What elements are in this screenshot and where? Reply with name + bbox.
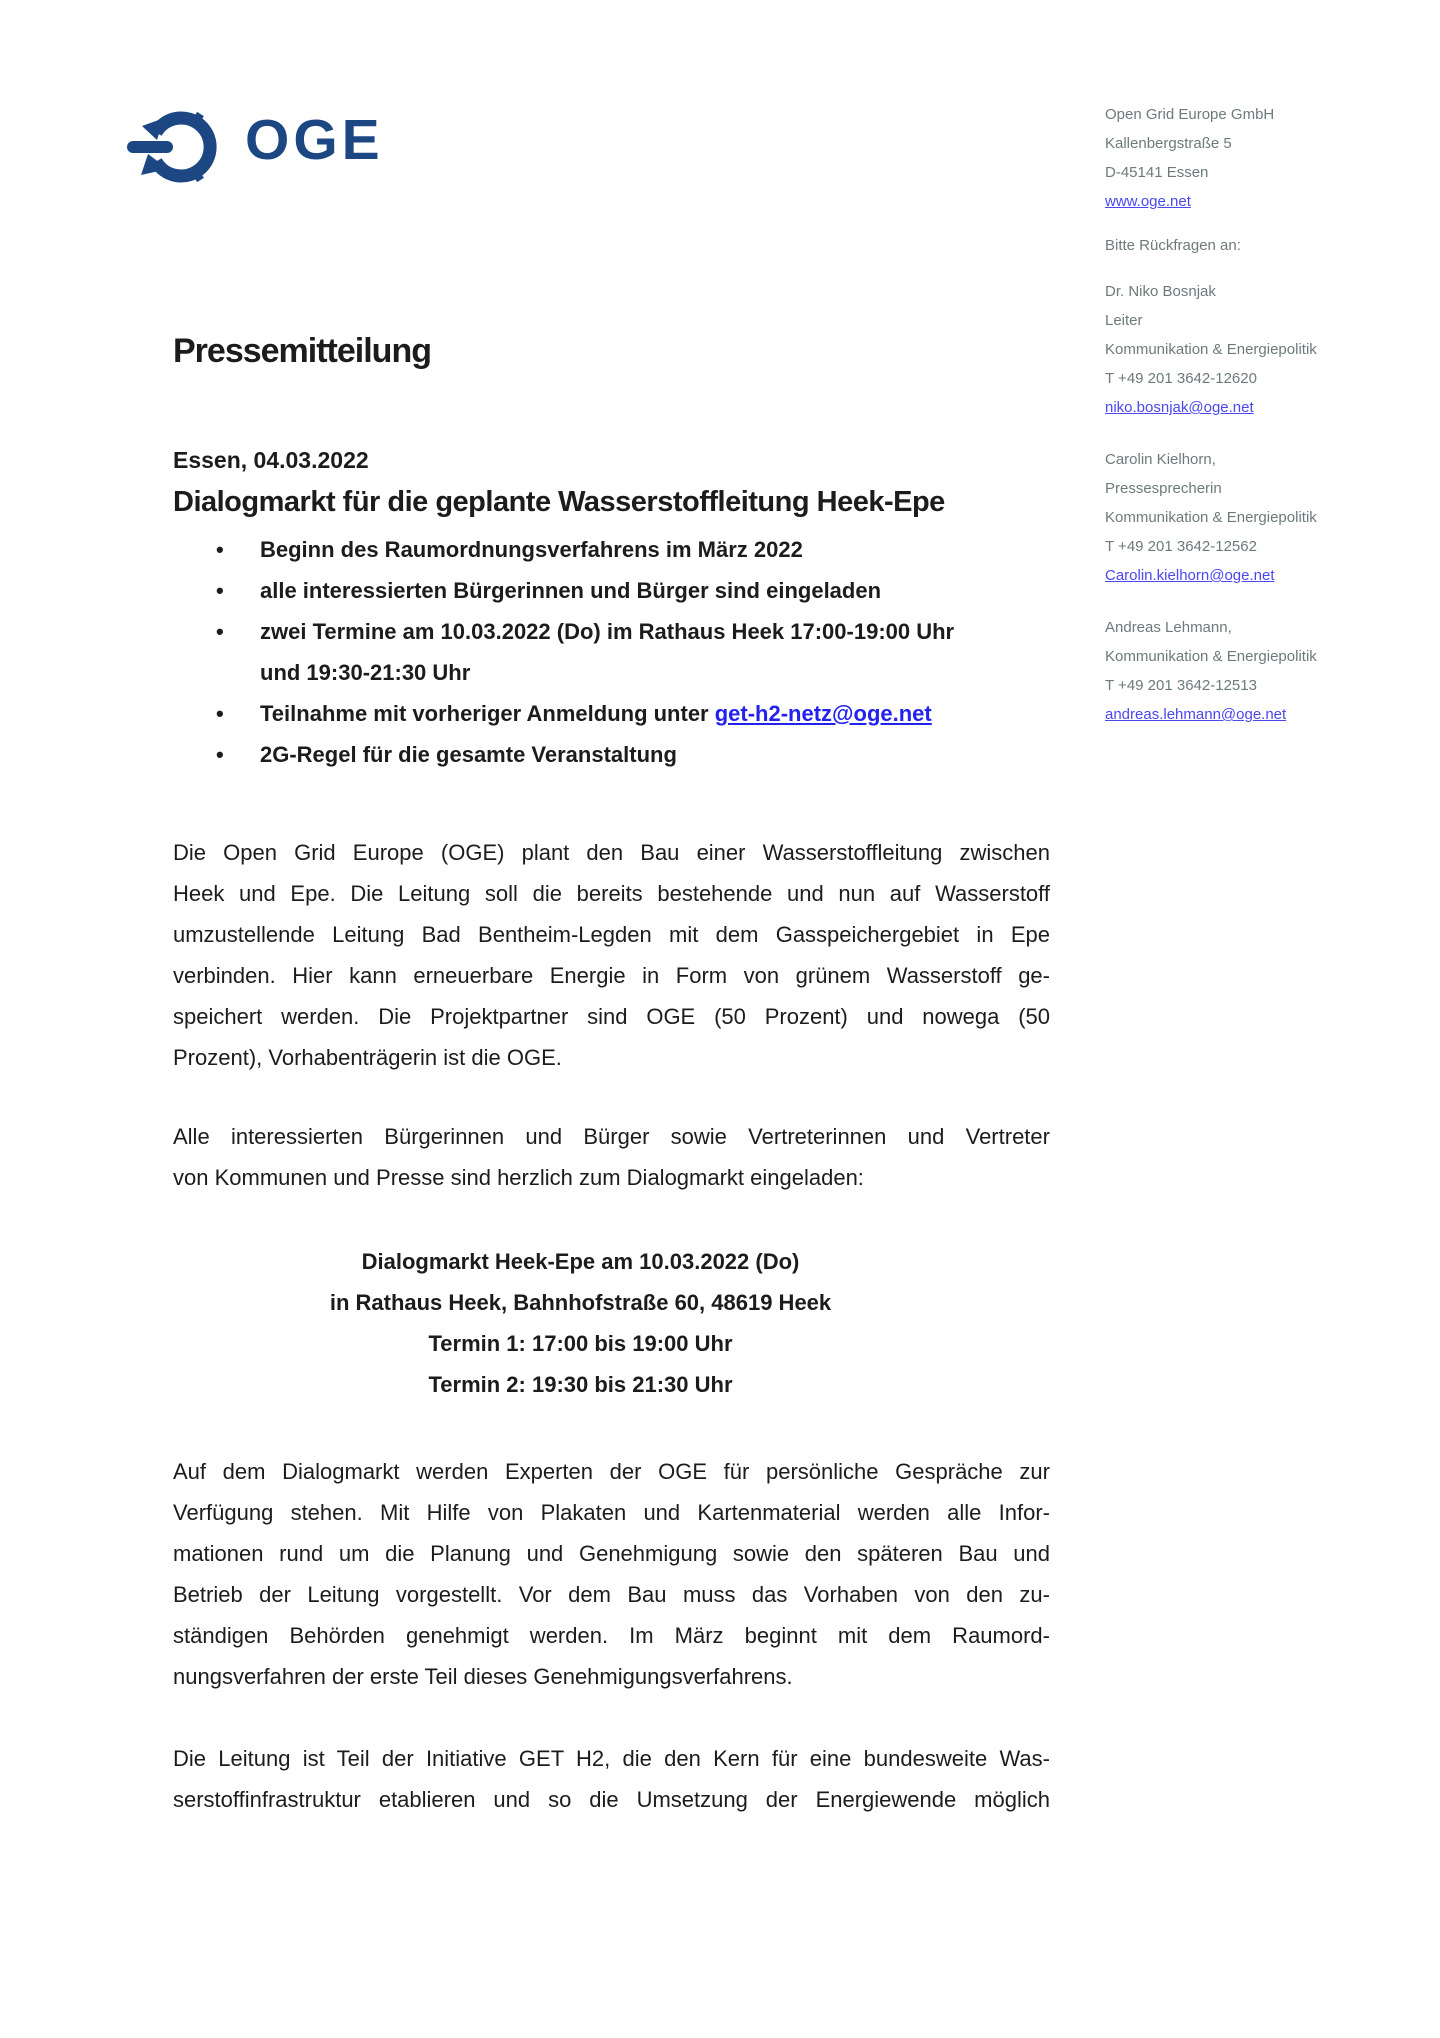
text-line: Betrieb der Leitung vorgestellt. Vor dem Bau muss das Vorhaben von den zu- [173, 1582, 1050, 1607]
inquiries-label: Bitte Rückfragen an: [1105, 237, 1241, 254]
bullet-text: Teilnahme mit vorheriger Anmeldung unter [260, 701, 715, 726]
contact-line: Andreas Lehmann, [1105, 619, 1232, 636]
bullet-item [173, 693, 1050, 734]
bullet-line: • alle interessierten Bürgerinnen und Bürger sind eingeladen [260, 578, 882, 603]
address-line: Open Grid Europe GmbH [1105, 106, 1275, 123]
body-paragraph [173, 1451, 1050, 1697]
body-paragraph [173, 1738, 1050, 1820]
bullet-line: • 2G-Regel für die gesamte Veranstaltung [260, 742, 677, 767]
bullet-item [173, 734, 1050, 775]
oge-logo [127, 103, 547, 195]
text-line: serstoffinfrastruktur etablieren und so die Umsetzung der Energiewende möglich [173, 1787, 1050, 1812]
address-line: D-45141 Essen [1105, 164, 1209, 181]
oge-logo-text: OGE [245, 108, 384, 172]
contact-block [1105, 445, 1385, 590]
dateline: Essen, 04.03.2022 [173, 447, 369, 473]
press-release-body [173, 330, 1050, 1820]
contact-line: T +49 201 3642-12562 [1105, 538, 1257, 555]
oge-logo-icon [127, 105, 223, 191]
event-details [173, 1241, 1050, 1405]
bullet-line [260, 693, 1050, 734]
contact-line: Carolin Kielhorn, [1105, 451, 1216, 468]
text-line: ständigen Behörden genehmigt werden. Im März beginnt mit dem Raumord- [173, 1623, 1050, 1648]
contact-line: T +49 201 3642-12513 [1105, 677, 1257, 694]
bullet-line: • zwei Termine am 10.03.2022 (Do) im Rathaus Heek 17:00-19:00 Uhr [260, 619, 955, 644]
bullet-line: • Beginn des Raumordnungsverfahrens im März 2022 [260, 537, 803, 562]
company-address [1105, 100, 1385, 187]
headline: Dialogmarkt für die geplante Wasserstoffleitung Heek-Epe [173, 486, 945, 518]
contact-line: T +49 201 3642-12620 [1105, 370, 1257, 387]
text-line: Die Open Grid Europe (OGE) plant den Bau einer Wasserstoffleitung zwischen [173, 840, 1050, 865]
contact-block [1105, 613, 1385, 729]
text-line: Heek und Epe. Die Leitung soll die bereits bestehende und nun auf Wasserstoff [173, 881, 1050, 906]
text-line: Die Leitung ist Teil der Initiative GET H2, die den Kern für eine bundesweite Was- [173, 1746, 1050, 1771]
text-line: Prozent), Vorhabenträgerin ist die OGE. [173, 1045, 562, 1070]
text-line: Dialogmarkt Heek-Epe am 10.03.2022 (Do) [361, 1249, 800, 1274]
contact-line: Kommunikation & Energiepolitik [1105, 648, 1317, 665]
contact-line: Kommunikation & Energiepolitik [1105, 341, 1317, 358]
text-line: mationen rund um die Planung und Genehmigung sowie den späteren Bau und [173, 1541, 1050, 1566]
text-line: verbinden. Hier kann erneuerbare Energie in Form von grünem Wasserstoff ge- [173, 963, 1050, 988]
text-line: speichert werden. Die Projektpartner sind OGE (50 Prozent) und nowega (50 [173, 1004, 1050, 1029]
text-line: umzustellende Leitung Bad Bentheim-Legden mit dem Gasspeichergebiet in Epe [173, 922, 1050, 947]
text-line: von Kommunen und Presse sind herzlich zum Dialogmarkt eingeladen: [173, 1165, 864, 1190]
contact-line: Leiter [1105, 312, 1143, 329]
text-line: Alle interessierten Bürgerinnen und Bürger sowie Vertreterinnen und Vertreter [173, 1124, 1050, 1149]
text-line: Auf dem Dialogmarkt werden Experten der OGE für persönliche Gespräche zur [173, 1459, 1050, 1484]
body-text [173, 832, 1050, 1820]
registration-email-link[interactable]: get-h2-netz@oge.net [714, 701, 932, 726]
email-link[interactable]: andreas.lehmann@oge.net [1105, 706, 1287, 723]
text-line: in Rathaus Heek, Bahnhofstraße 60, 48619 Heek [329, 1290, 832, 1315]
bullet-item [173, 611, 1050, 693]
contact-line: Dr. Niko Bosnjak [1105, 283, 1216, 300]
contact-block [1105, 277, 1385, 422]
contact-sidebar [1105, 100, 1385, 729]
contact-list [1105, 277, 1385, 729]
text-line: nungsverfahren der erste Teil dieses Genehmigungsverfahrens. [173, 1664, 793, 1689]
contact-line: Kommunikation & Energiepolitik [1105, 509, 1317, 526]
address-line: Kallenbergstraße 5 [1105, 135, 1232, 152]
text-line: Verfügung stehen. Mit Hilfe von Plakaten und Kartenmaterial werden alle Infor- [173, 1500, 1050, 1525]
body-paragraph [173, 832, 1050, 1078]
body-paragraph [173, 1116, 1050, 1198]
email-link[interactable]: Carolin.kielhorn@oge.net [1105, 567, 1275, 584]
text-line: Termin 2: 19:30 bis 21:30 Uhr [428, 1372, 733, 1397]
document-type-title: Pressemitteilung [173, 332, 431, 370]
email-link[interactable]: niko.bosnjak@oge.net [1105, 399, 1254, 416]
bullet-line: und 19:30-21:30 Uhr [260, 660, 471, 685]
bullet-item [173, 529, 1050, 570]
summary-bullets [173, 529, 1050, 775]
bullet-item [173, 570, 1050, 611]
contact-line: Pressesprecherin [1105, 480, 1222, 497]
website-link[interactable]: www.oge.net [1105, 193, 1191, 210]
text-line: Termin 1: 17:00 bis 19:00 Uhr [428, 1331, 733, 1356]
